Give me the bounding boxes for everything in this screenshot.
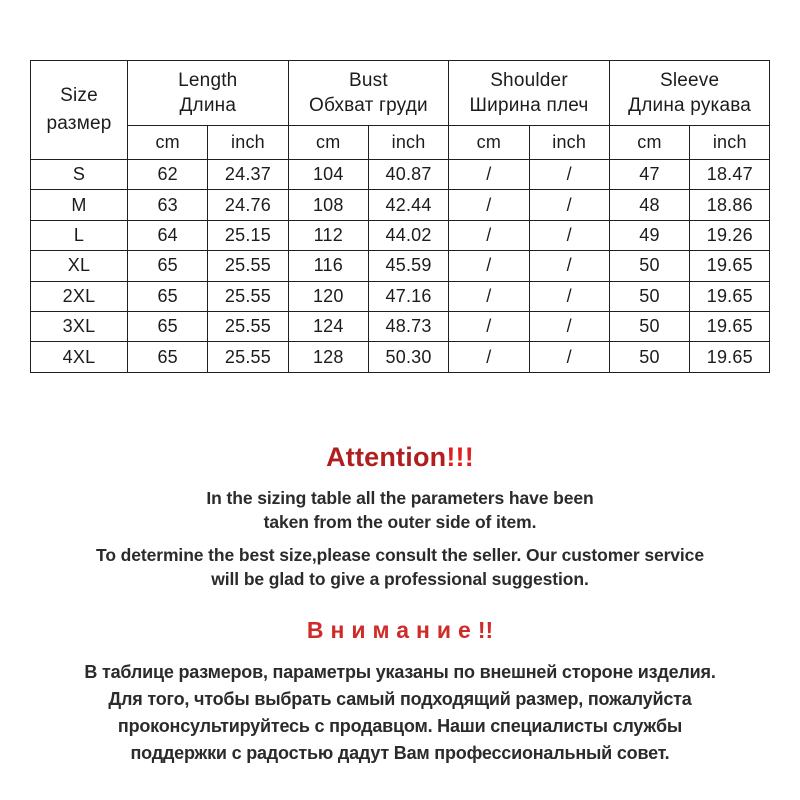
cell-bust-inch: 45.59 [368,251,448,281]
cell-size: L [31,220,128,250]
cell-size: 4XL [31,342,128,372]
cell-shoulder-cm: / [449,220,529,250]
header-group-bust [288,61,449,126]
header-group-length [128,61,289,126]
cell-bust-inch: 47.16 [368,281,448,311]
attention-heading-english [0,440,800,474]
notice-english-line-4: will be glad to give a professional suggestion. [211,569,589,589]
cell-bust-cm: 108 [288,190,368,220]
cell-length-cm: 65 [128,311,208,341]
cell-size: M [31,190,128,220]
table-row [31,342,770,372]
cell-shoulder-inch: / [529,281,609,311]
table-row [31,251,770,281]
cell-length-inch: 25.55 [208,281,288,311]
attention-heading-english-word: Attention [326,442,447,472]
notice-english-line-2: taken from the outer side of item. [263,512,537,532]
header-group-shoulder-ru: Ширина плеч [469,95,589,116]
cell-sleeve-cm: 50 [609,342,689,372]
cell-size: XL [31,251,128,281]
header-group-sleeve [609,61,770,126]
cell-length-inch: 25.55 [208,342,288,372]
cell-length-inch: 25.15 [208,220,288,250]
cell-length-inch: 24.76 [208,190,288,220]
cell-shoulder-inch: / [529,251,609,281]
attention-heading-english-exclamations: !!! [446,442,474,472]
cell-sleeve-inch: 19.65 [690,251,770,281]
cell-bust-cm: 120 [288,281,368,311]
header-size [31,61,128,160]
header-group-length-ru: Длина [179,95,237,116]
cell-length-cm: 63 [128,190,208,220]
cell-bust-inch: 50.30 [368,342,448,372]
cell-length-cm: 65 [128,342,208,372]
cell-shoulder-cm: / [449,281,529,311]
cell-sleeve-inch: 19.65 [690,311,770,341]
table-row [31,220,770,250]
cell-sleeve-inch: 19.65 [690,281,770,311]
cell-shoulder-cm: / [449,311,529,341]
notice-section [0,440,800,767]
table-row [31,311,770,341]
table-row [31,190,770,220]
cell-shoulder-inch: / [529,160,609,190]
cell-length-cm: 64 [128,220,208,250]
cell-bust-cm: 128 [288,342,368,372]
cell-sleeve-inch: 19.26 [690,220,770,250]
cell-sleeve-cm: 49 [609,220,689,250]
cell-size: 3XL [31,311,128,341]
cell-sleeve-inch: 18.86 [690,190,770,220]
header-group-shoulder-en: Shoulder [490,70,568,91]
table-body [31,160,770,373]
cell-length-cm: 62 [128,160,208,190]
cell-length-inch: 25.55 [208,251,288,281]
cell-bust-cm: 116 [288,251,368,281]
cell-bust-cm: 124 [288,311,368,341]
cell-shoulder-cm: / [449,342,529,372]
header-unit-sleeve-cm: cm [609,126,689,160]
table-row [31,281,770,311]
attention-heading-russian [0,591,800,645]
notice-russian-line-3: проконсультируйтесь с продавцом. Наши специалисты службы [117,716,683,736]
notice-paragraph-english [0,474,800,591]
table-header-group-row [31,61,770,126]
table-header-unit-row [31,126,770,160]
cell-bust-cm: 104 [288,160,368,190]
table-row [31,160,770,190]
cell-length-cm: 65 [128,281,208,311]
cell-shoulder-cm: / [449,190,529,220]
header-group-sleeve-ru: Длина рукава [628,95,752,116]
cell-length-inch: 24.37 [208,160,288,190]
size-chart-table [30,60,770,373]
cell-sleeve-cm: 50 [609,281,689,311]
cell-bust-inch: 42.44 [368,190,448,220]
notice-paragraph-russian [0,645,800,767]
header-unit-length-cm: cm [128,126,208,160]
attention-heading-russian-exclamations: !! [477,617,494,643]
cell-bust-inch: 40.87 [368,160,448,190]
header-group-length-en: Length [178,70,238,91]
header-unit-bust-cm: cm [288,126,368,160]
cell-sleeve-cm: 50 [609,251,689,281]
table-header [31,61,770,160]
cell-shoulder-inch: / [529,190,609,220]
cell-length-cm: 65 [128,251,208,281]
cell-shoulder-cm: / [449,160,529,190]
cell-bust-inch: 48.73 [368,311,448,341]
cell-length-inch: 25.55 [208,311,288,341]
cell-size: 2XL [31,281,128,311]
notice-english-block-2 [0,534,800,591]
cell-shoulder-inch: / [529,311,609,341]
cell-bust-inch: 44.02 [368,220,448,250]
notice-english-line-1: In the sizing table all the parameters have been [206,488,594,508]
cell-size: S [31,160,128,190]
notice-russian-line-2: Для того, чтобы выбрать самый подходящий размер, пожалуйста [108,689,692,709]
header-size-en: Size [60,85,98,106]
cell-sleeve-inch: 19.65 [690,342,770,372]
notice-russian-line-1: В таблице размеров, параметры указаны по внешней стороне изделия. [84,662,716,682]
cell-sleeve-inch: 18.47 [690,160,770,190]
header-group-shoulder [449,61,610,126]
header-group-bust-ru: Обхват груди [309,95,428,116]
header-group-sleeve-en: Sleeve [659,70,720,91]
cell-shoulder-inch: / [529,342,609,372]
cell-shoulder-cm: / [449,251,529,281]
notice-russian-line-4: поддержки с радостью дадут Вам профессиональный совет. [130,743,670,763]
header-unit-sleeve-inch: inch [690,126,770,160]
header-unit-shoulder-cm: cm [449,126,529,160]
header-unit-length-inch: inch [208,126,288,160]
cell-sleeve-cm: 50 [609,311,689,341]
attention-heading-russian-word: Внимание [306,617,478,643]
header-size-ru: размер [46,113,112,134]
cell-sleeve-cm: 48 [609,190,689,220]
cell-sleeve-cm: 47 [609,160,689,190]
size-chart-table-container [30,60,769,373]
header-group-bust-en: Bust [349,70,388,91]
cell-bust-cm: 112 [288,220,368,250]
header-unit-shoulder-inch: inch [529,126,609,160]
cell-shoulder-inch: / [529,220,609,250]
notice-english-line-3: To determine the best size,please consult the seller. Our customer service [96,545,704,565]
header-unit-bust-inch: inch [368,126,448,160]
